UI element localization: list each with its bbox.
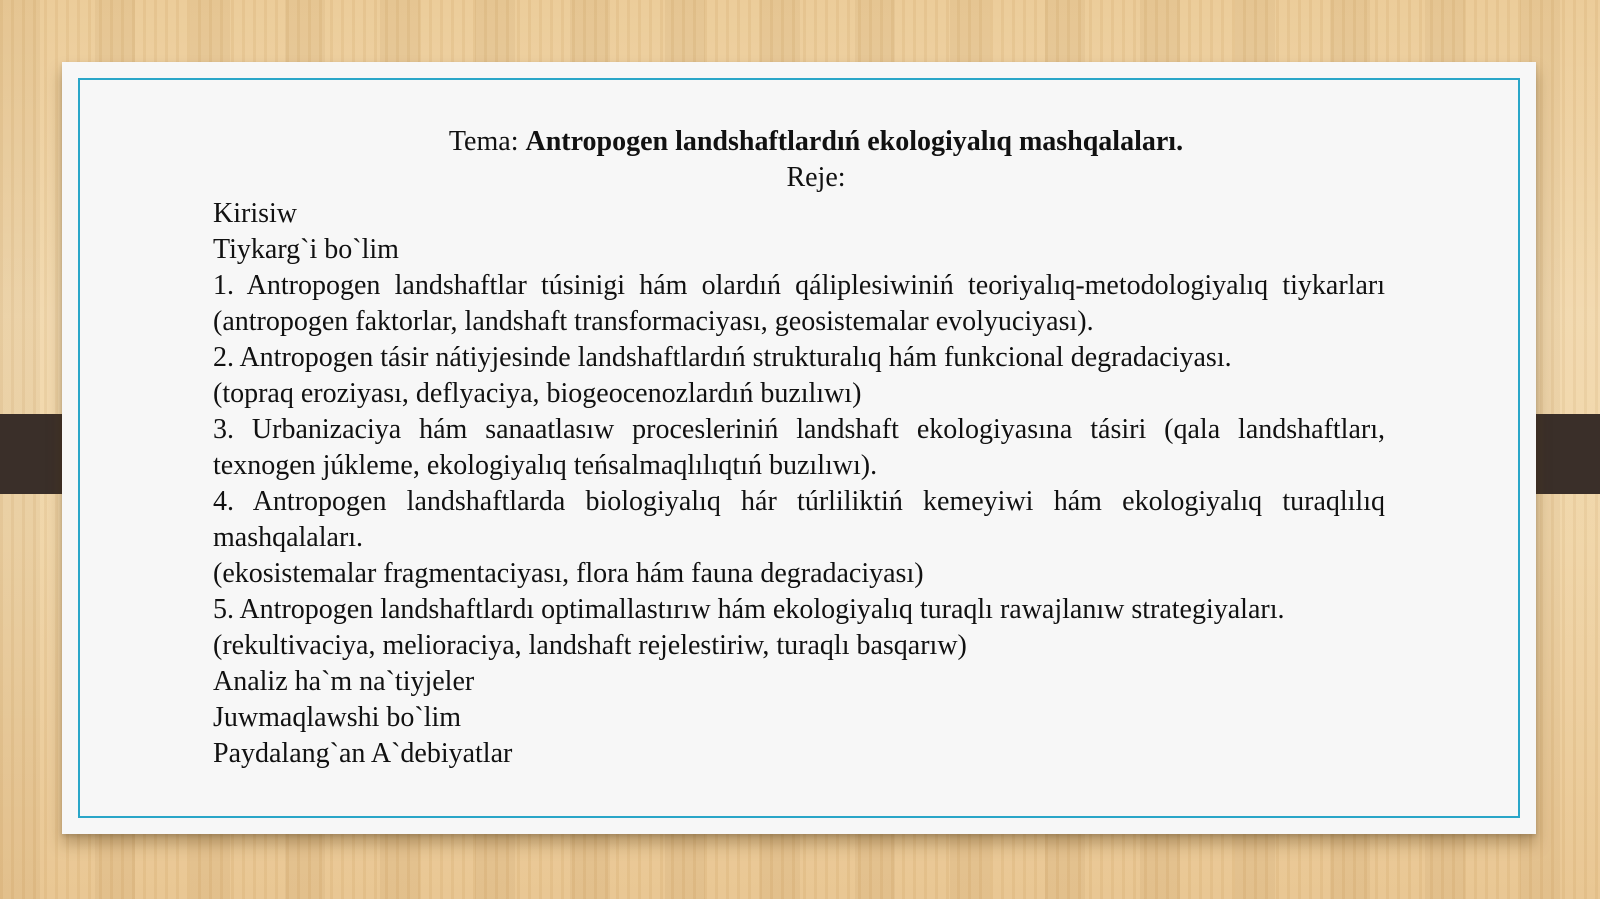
plan-item: (ekosistemalar fragmentaciyası, flora hám fauna degradaciyası) (213, 558, 924, 589)
title-prefix: Tema: (448, 126, 526, 157)
plan-item: 4. Antropogen landshaftlarda biologiyalıq hár túrliliktiń kemeyiwi hám ekologiyalıq turaqlılıq mashqalaları. (213, 486, 1385, 553)
plan-item: Tiykarg`i bo`lim (213, 234, 399, 265)
plan-item: Paydalang`an A`debiyatlar (213, 738, 513, 769)
plan-item: 2. Antropogen tásir nátiyjesinde landshaftlardıń strukturalıq hám funkcional degradaciyası. (213, 342, 1232, 373)
plan-item: Analiz ha`m na`tiyjeler (213, 666, 475, 697)
slide-content (213, 124, 1385, 772)
plan-item: Juwmaqlawshi bo`lim (213, 702, 462, 733)
title-topic: Antropogen landshaftlardıń ekologiyalıq mashqalaları. (525, 126, 1184, 157)
plan-heading: Reje: (786, 162, 846, 193)
plan-item: (topraq eroziyası, deflyaciya, biogeocenozlardıń buzılıwı) (213, 378, 862, 409)
plan-item: 1. Antropogen landshaftlar túsinigi hám olardıń qáliplesiwiniń teoriyalıq-metodologiyalıq tiykarları (antropogen faktorlar, landshaft transformaciyası, geosistemalar evolyuciyası). (213, 270, 1385, 337)
slide-title (213, 124, 1385, 160)
plan-item: Kirisiw (213, 198, 297, 229)
plan-item: 3. Urbanizaciya hám sanaatlasıw procesleriniń landshaft ekologiyasına tásiri (qala landshaftları, texnogen júkleme, ekologiyalıq teńsalmaqlılıqtıń buzılıwı). (213, 414, 1385, 481)
plan-item: 5. Antropogen landshaftlardı optimallastırıw hám ekologiyalıq turaqlı rawajlanıw strategiyaları. (213, 594, 1285, 625)
plan-item: (rekultivaciya, melioraciya, landshaft rejelestiriw, turaqlı basqarıw) (213, 630, 967, 661)
